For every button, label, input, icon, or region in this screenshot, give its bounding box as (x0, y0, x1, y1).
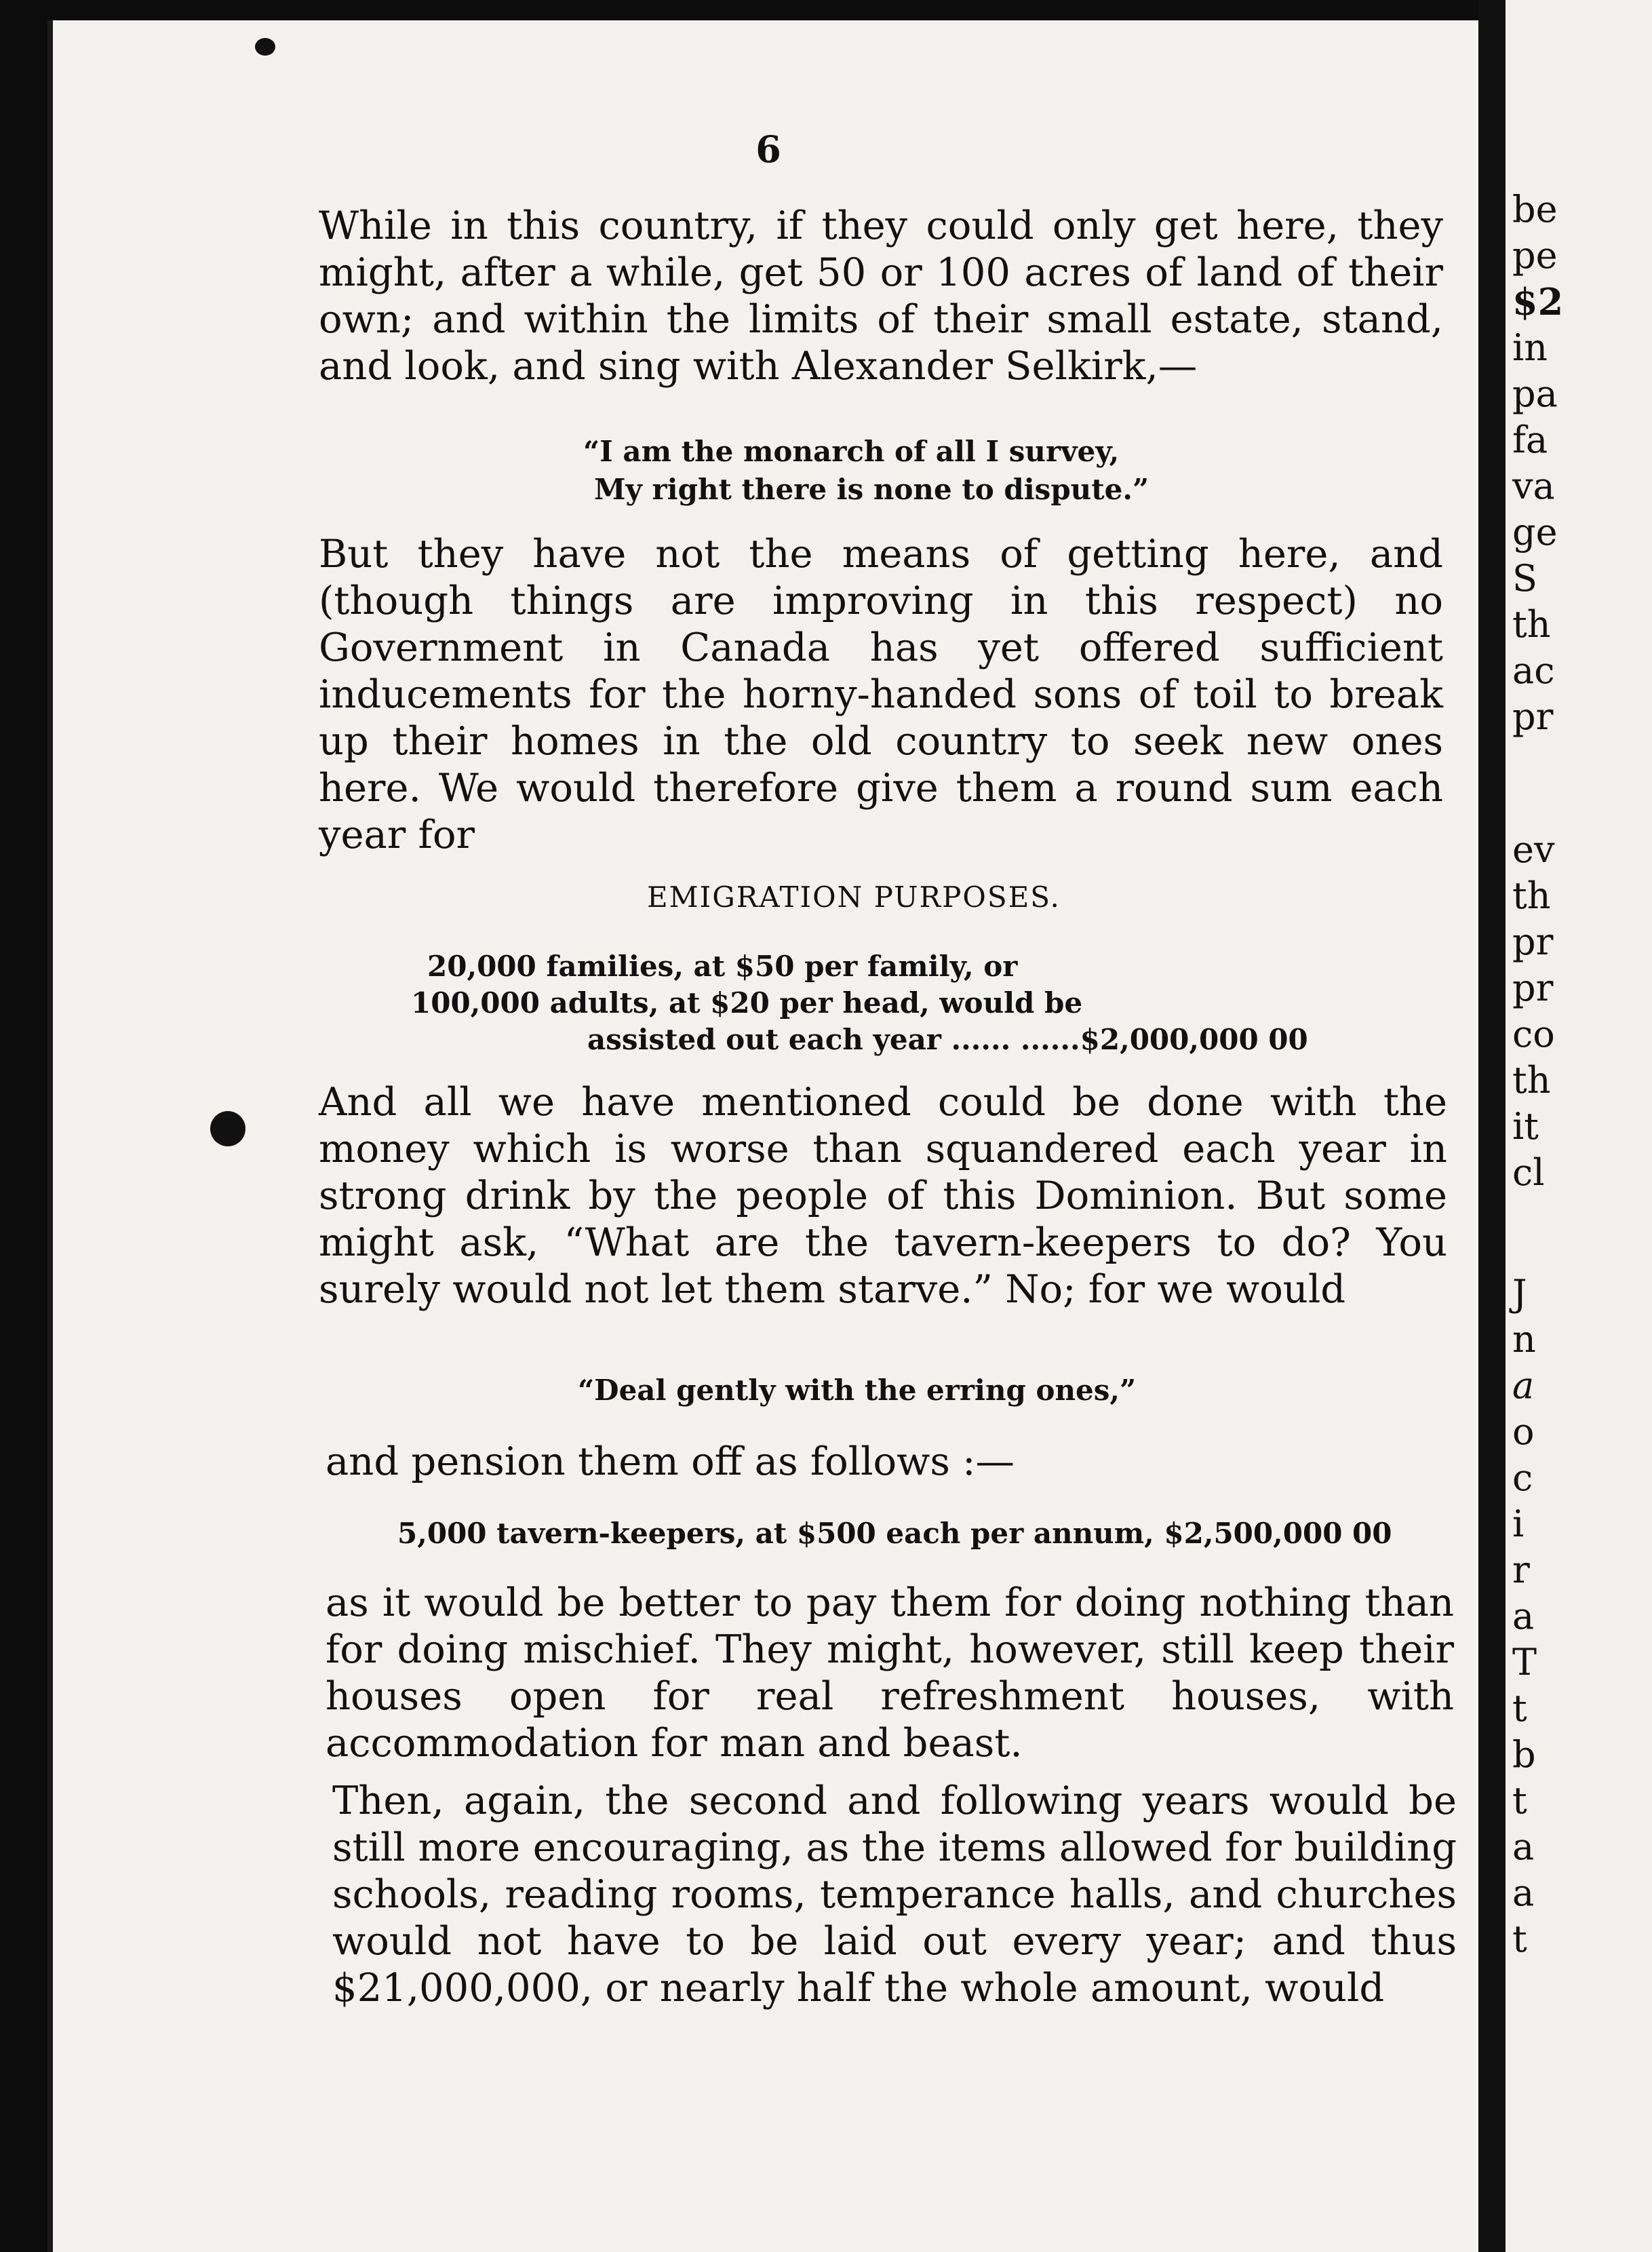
facing-page-fragment: pr (1512, 967, 1554, 1009)
verse-quotation (583, 433, 1149, 509)
page-number: 6 (755, 128, 781, 171)
facing-page-fragment: fa (1512, 419, 1548, 461)
cost-total-line: assisted out each year ...... ......$2,000,000 00 (587, 1023, 1308, 1056)
facing-page-fragment: t (1512, 1918, 1527, 1960)
facing-page-fragment: T (1512, 1641, 1537, 1684)
ink-blot (210, 1111, 245, 1146)
facing-page-edge (1506, 0, 1652, 2252)
facing-page-fragment: it (1512, 1105, 1539, 1148)
facing-page-fragment: t (1512, 1779, 1527, 1822)
facing-page-fragment: a (1512, 1595, 1535, 1637)
paragraph: Then, again, the second and following years would be still more encouraging, as the items allowed for building schools, reading rooms, temperance halls, and churches would not have to be laid out every year; and thus $21,000,000, or nearly half the whole amount, would (332, 1778, 1457, 2011)
emigration-cost-entry (411, 948, 1308, 1058)
facing-page-fragment: t (1512, 1687, 1527, 1730)
cost-line: 100,000 adults, at $20 per head, would be (411, 986, 1083, 1020)
facing-page-fragment: pe (1512, 234, 1558, 277)
verse-line: My right there is none to dispute.” (594, 473, 1149, 506)
facing-page-fragment: cl (1512, 1151, 1545, 1194)
paragraph: and pension them off as follows :— (326, 1439, 1015, 1484)
facing-page-fragment: n (1512, 1318, 1536, 1361)
facing-page-fragment: i (1512, 1502, 1525, 1545)
facing-page-fragment: ev (1512, 828, 1555, 871)
facing-page-fragment: co (1512, 1013, 1555, 1055)
paragraph: But they have not the means of getting here, and (though things are improving in this respect) no Government in Canada has yet offered sufficient inducements for the horny-handed sons of toil to break up their homes in the old country to seek new ones here. We would therefore give them a round sum each year for (319, 531, 1443, 857)
facing-page-fragment: $2 (1512, 280, 1564, 324)
section-heading: EMIGRATION PURPOSES. (647, 880, 1061, 914)
facing-page-fragment: be (1512, 188, 1558, 231)
facing-page-fragment: in (1512, 326, 1548, 369)
cost-line: 20,000 families, at $50 per family, or (427, 950, 1018, 983)
facing-page-fragment: pr (1512, 695, 1554, 738)
verse-line: “I am the monarch of all I survey, (583, 435, 1120, 468)
facing-page-fragment: r (1512, 1549, 1530, 1591)
facing-page-fragment: S (1512, 557, 1537, 600)
paragraph: While in this country, if they could only get here, they might, after a while, get 50 or 100 acres of land of their own; and within the limits of their small estate, stand, and look, and sing with Alexander Selkirk,— (319, 203, 1443, 389)
pension-cost-line: 5,000 tavern-keepers, at $500 each per annum, $2,500,000 00 (397, 1517, 1392, 1550)
facing-page-fragment: ac (1512, 649, 1555, 692)
facing-page-fragment: va (1512, 465, 1555, 507)
facing-page-fragment: ge (1512, 511, 1558, 554)
paragraph: And all we have mentioned could be done with the money which is worse than squandered each year in strong drink by the people of this Dominion. But some might ask, “What are the tavern-keepers to do? You surely would not let them starve.” No; for we would (319, 1079, 1447, 1312)
paragraph: as it would be better to pay them for doing nothing than for doing mischief. They might, however, still keep their houses open for real refreshment houses, with accommodation for man and beast. (326, 1580, 1454, 1766)
ink-blot (255, 38, 275, 56)
facing-page-fragment: J (1512, 1272, 1527, 1315)
facing-page-fragment: a (1512, 1364, 1535, 1407)
facing-page-fragment: a (1512, 1825, 1535, 1868)
binding-gutter (1478, 0, 1506, 2252)
facing-page-fragment: pr (1512, 920, 1554, 963)
facing-page-fragment: b (1512, 1733, 1536, 1776)
facing-page-fragment: c (1512, 1456, 1533, 1499)
facing-page-fragment: a (1512, 1871, 1535, 1914)
facing-page-fragment: o (1512, 1410, 1535, 1453)
verse-quotation: “Deal gently with the erring ones,” (578, 1374, 1137, 1407)
facing-page-fragment: th (1512, 603, 1551, 646)
facing-page-fragment: pa (1512, 372, 1558, 415)
facing-page-fragment: th (1512, 874, 1551, 917)
book-page (47, 20, 1484, 2252)
facing-page-fragment: th (1512, 1059, 1551, 1102)
